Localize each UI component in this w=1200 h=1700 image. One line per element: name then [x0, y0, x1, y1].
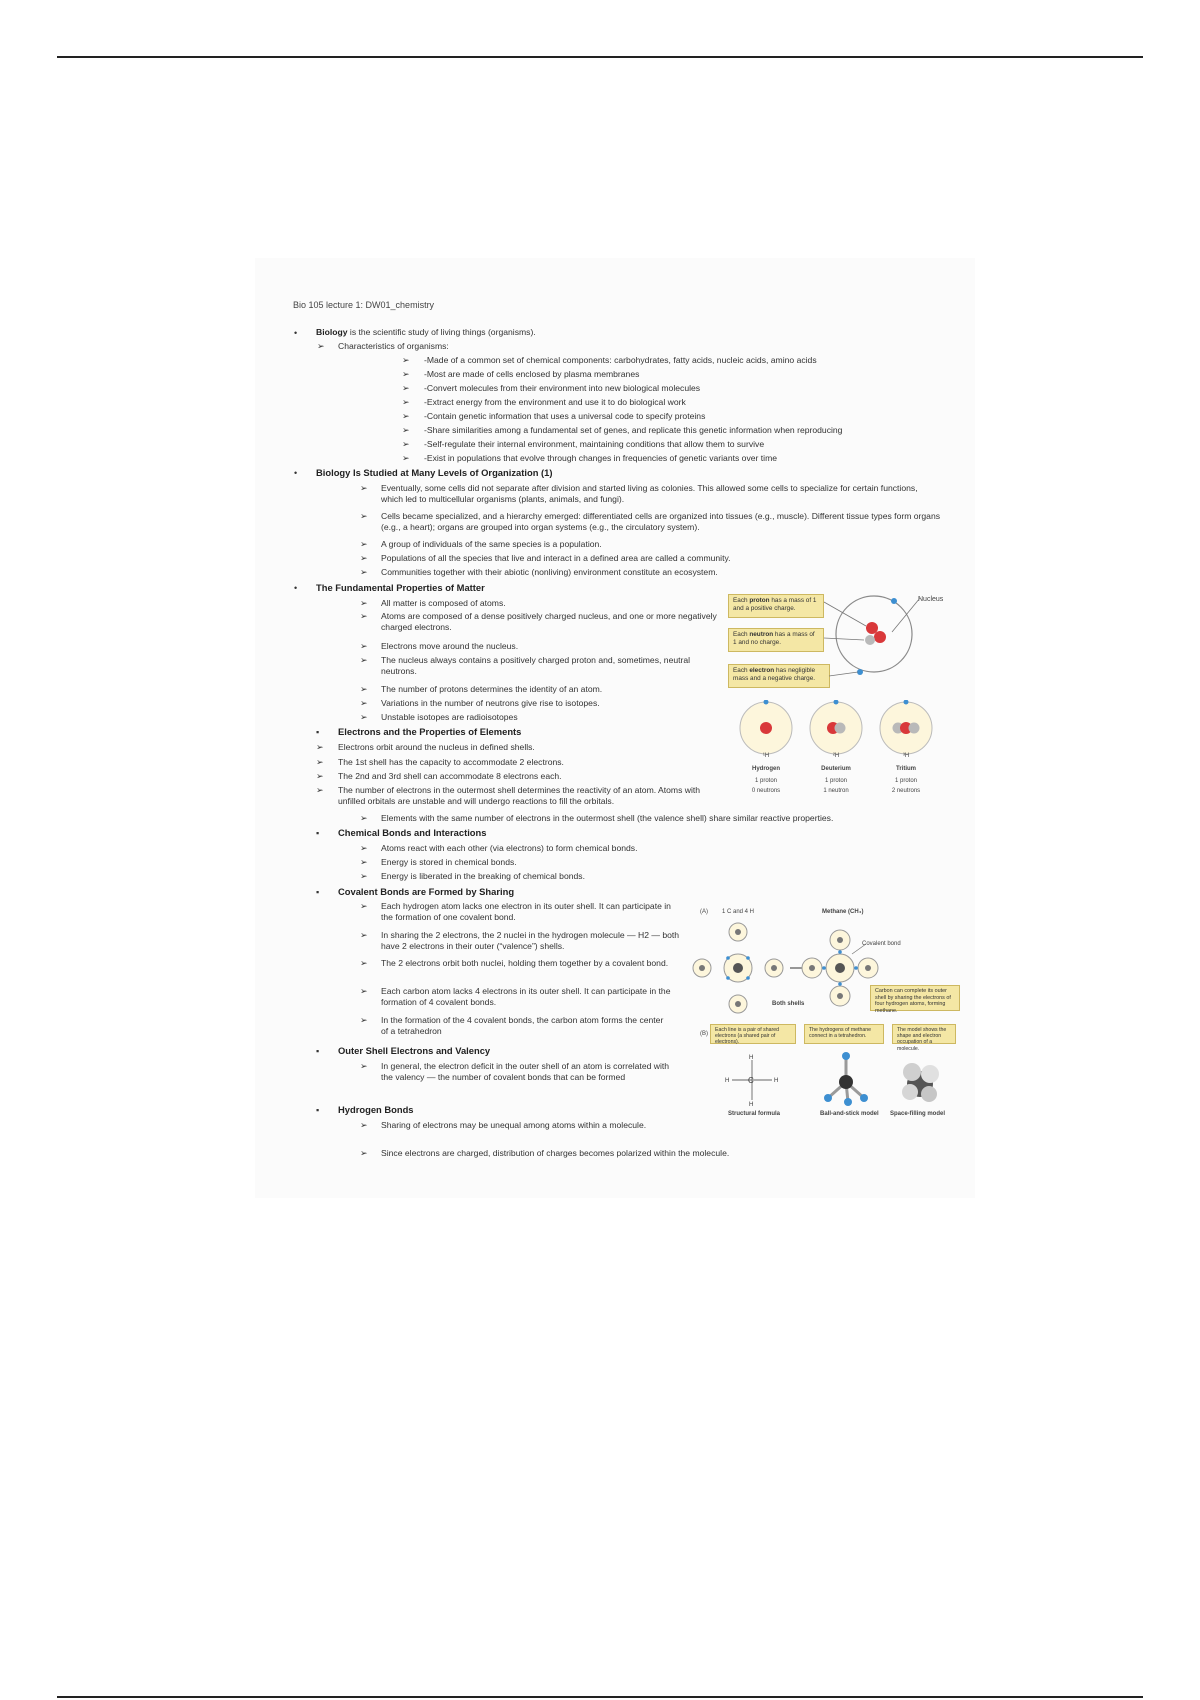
arrow-bullet: ➢ [402, 397, 410, 407]
list-item: -Self-regulate their internal environment, maintaining conditions that allow them to survive [424, 439, 765, 449]
arrow-bullet: ➢ [360, 1061, 368, 1071]
neutron [865, 635, 875, 645]
list-item: Electrons orbit around the nucleus in defined shells. [338, 742, 535, 752]
arrow-bullet: ➢ [402, 425, 410, 435]
both-shells-label: Both shells [772, 1001, 805, 1007]
list-item: A group of individuals of the same species is a population. [381, 539, 602, 549]
proton [866, 622, 878, 634]
document-title: Bio 105 lecture 1: DW01_chemistry [293, 300, 435, 310]
arrow-bullet: ➢ [360, 553, 368, 563]
left-panel-title: 1 C and 4 H [722, 909, 755, 915]
isotope-diagrams [738, 700, 948, 758]
arrow-bullet: ➢ [360, 611, 368, 621]
biology-rest: is the scientific study of living things (organisms). [347, 327, 536, 337]
list-item: -Convert molecules from their environment into new biological molecules [424, 383, 701, 393]
list-item: -Contain genetic information that uses a universal code to specify proteins [424, 411, 706, 421]
bullet-disc: • [294, 468, 298, 478]
list-item: Each hydrogen atom lacks one electron in its outer shell. It can participate in the formation of one covalent bond. [381, 901, 671, 922]
separate-atoms [693, 923, 783, 1013]
levels-heading: Biology Is Studied at Many Levels of Organization (1) [316, 467, 553, 478]
arrow-bullet: ➢ [360, 958, 368, 968]
callout-neutron: Each neutron has a mass of 1 and no charge. [728, 628, 824, 652]
list-item: -Extract energy from the environment and use it to do biological work [424, 397, 686, 407]
arrow-bullet: ➢ [402, 453, 410, 463]
electron [891, 598, 897, 604]
list-item: Since electrons are charged, distribution of charges becomes polarized within the molecule. [381, 1148, 730, 1158]
callout-structural: Each line is a pair of shared electrons (a shared pair of electrons). [710, 1024, 796, 1044]
proton [874, 631, 886, 643]
arrow-bullet: ➢ [316, 742, 324, 752]
isotope-name: Hydrogen [751, 766, 780, 772]
bullet-square: ▪ [316, 887, 320, 897]
space-filling-model [902, 1063, 939, 1102]
arrow-bullet: ➢ [360, 930, 368, 940]
list-item: -Made of a common set of chemical components: carbohydrates, fatty acids, nucleic acids, amino acids [424, 355, 817, 365]
right-panel-title: Methane (CH₄) [822, 909, 864, 915]
bonds-heading: Chemical Bonds and Interactions [338, 827, 487, 838]
valency-heading: Outer Shell Electrons and Valency [338, 1045, 491, 1056]
list-item: The 2nd and 3rd shell can accommodate 8 electrons each. [338, 771, 562, 781]
list-item: Unstable isotopes are radioisotopes [381, 712, 518, 722]
bottom-rule [57, 1696, 1143, 1698]
caption-ball-and-stick: Ball-and-stick model [820, 1111, 879, 1117]
arrow-bullet: ➢ [316, 757, 324, 767]
list-item: Sharing of electrons may be unequal among atoms within a molecule. [381, 1120, 647, 1130]
isotope-neutrons: 2 neutrons [891, 788, 921, 794]
ball-and-stick-model [824, 1052, 868, 1106]
arrow-bullet: ➢ [360, 483, 368, 493]
isotope-neutrons: 0 neutrons [751, 788, 781, 794]
isotope-protons: 1 proton [894, 778, 918, 784]
arrow-bullet: ➢ [316, 785, 324, 795]
arrow-bullet: ➢ [402, 369, 410, 379]
formula-hydrogen: H [725, 1078, 730, 1084]
list-item: -Most are made of cells enclosed by plasma membranes [424, 369, 640, 379]
list-item: In the formation of the 4 covalent bonds, the carbon atom forms the center of a tetrahedron [381, 1015, 664, 1036]
list-item: The number of electrons in the outermost shell determines the reactivity of an atom. Atoms with unfilled orbitals are unstable and will undergo reactions to fill the orbitals. [338, 785, 701, 806]
biology-term: Biology [316, 327, 348, 337]
formula-hydrogen: H [774, 1078, 779, 1084]
callout-ball: The hydrogens of methane connect in a tetrahedron. [804, 1024, 884, 1044]
arrow-bullet: ➢ [360, 813, 368, 823]
pointer-line [829, 672, 858, 676]
formula-carbon: C [748, 1076, 754, 1085]
arrow-bullet: ➢ [360, 857, 368, 867]
bullet-disc: • [294, 328, 298, 338]
isotope-name: Tritium [895, 766, 916, 772]
hydrogen-heading: Hydrogen Bonds [338, 1104, 414, 1115]
arrow-bullet: ➢ [360, 1015, 368, 1025]
callout-space: The model shows the shape and electron occupation of a molecule. [892, 1024, 956, 1044]
caption-structural: Structural formula [728, 1111, 781, 1117]
list-item: All matter is composed of atoms. [381, 598, 506, 608]
arrow-bullet: ➢ [402, 411, 410, 421]
arrow-bullet: ➢ [360, 684, 368, 694]
callout-methane: Carbon can complete its outer shell by sharing the electrons of four hydrogen atoms, forming methane. [870, 985, 960, 1011]
arrow-bullet: ➢ [317, 341, 325, 351]
panel-b-label: (B) [700, 1031, 708, 1037]
list-item: Atoms are composed of a dense positively charged nucleus, and one or more negatively charged electrons. [381, 611, 717, 632]
arrow-bullet: ➢ [360, 1120, 368, 1130]
arrow-bullet: ➢ [360, 871, 368, 881]
arrow-bullet: ➢ [360, 539, 368, 549]
list-item: Energy is stored in chemical bonds. [381, 857, 517, 867]
top-rule [57, 56, 1143, 58]
list-item: In general, the electron deficit in the outer shell of an atom is correlated with the valency — the number of covalent bonds that can be formed [381, 1061, 670, 1082]
arrow-bullet: ➢ [316, 771, 324, 781]
arrow-bullet: ➢ [402, 383, 410, 393]
bullet-square: ▪ [316, 1046, 320, 1056]
atom-diagram [824, 588, 924, 688]
covalent-heading: Covalent Bonds are Formed by Sharing [338, 886, 515, 897]
list-item: Electrons move around the nucleus. [381, 641, 519, 651]
pointer-line [824, 638, 864, 640]
arrow-bullet: ➢ [360, 641, 368, 651]
callout-electron: Each electron has negligible mass and a negative charge. [728, 664, 830, 688]
caption-space-filling: Space-filling model [890, 1111, 946, 1117]
list-item: Cells became specialized, and a hierarchy emerged: differentiated cells are organized into tissues (e.g., muscle). Different tissue types form organs (e.g., a heart); organs are grouped into organ systems (e.g., the circulatory system). [381, 511, 941, 532]
hydrogen-atom [740, 700, 792, 754]
deuterium-atom [810, 700, 862, 754]
isotope-symbol: ³H [902, 753, 910, 759]
list-item: -Share similarities among a fundamental set of genes, and replicate this genetic information when reproducing [424, 425, 843, 435]
panel-a-label: (A) [700, 909, 708, 915]
list-item: Each carbon atom lacks 4 electrons in its outer shell. It can participate in the formation of 4 covalent bonds. [381, 986, 671, 1007]
arrow-bullet: ➢ [360, 843, 368, 853]
list-item: Communities together with their abiotic (nonliving) environment constitute an ecosystem. [381, 567, 718, 577]
callout-proton: Each proton has a mass of 1 and a positive charge. [728, 594, 824, 618]
isotope-protons: 1 proton [754, 778, 778, 784]
list-item: Eventually, some cells did not separate after division and started living as colonies. This allowed some cells to specialize for certain functions, which led to multicellular organisms (plants, animals, and fungi). [381, 483, 918, 504]
electron-orbit [836, 596, 912, 672]
list-item: Populations of all the species that live and interact in a defined area are called a community. [381, 553, 731, 563]
list-item: The 2 electrons orbit both nuclei, holding them together by a covalent bond. [381, 958, 669, 968]
list-item: -Exist in populations that evolve through changes in frequencies of genetic variants over time [424, 453, 778, 463]
list-item: The number of protons determines the identity of an atom. [381, 684, 603, 694]
matter-heading: The Fundamental Properties of Matter [316, 582, 485, 593]
arrow-bullet: ➢ [360, 901, 368, 911]
isotope-neutrons: 1 neutron [823, 788, 849, 794]
list-item: The 1st shell has the capacity to accommodate 2 electrons. [338, 757, 564, 767]
isotope-protons: 1 proton [824, 778, 848, 784]
isotope-name: Deuterium [821, 766, 851, 772]
bullet-disc: • [294, 583, 298, 593]
list-item: Variations in the number of neutrons give rise to isotopes. [381, 698, 600, 708]
methane-models [724, 1052, 960, 1108]
formula-hydrogen: H [749, 1055, 754, 1061]
isotope-symbol: ¹H [762, 753, 770, 759]
list-item: The nucleus always contains a positively charged proton and, sometimes, neutral neutrons. [381, 655, 691, 676]
formula-hydrogen: H [749, 1102, 754, 1108]
electrons-heading: Electrons and the Properties of Elements [338, 726, 522, 737]
arrow-bullet: ➢ [360, 655, 368, 665]
isotope-symbol: ²H [832, 753, 840, 759]
arrow-bullet: ➢ [360, 698, 368, 708]
arrow-bullet: ➢ [360, 598, 368, 608]
nucleus-label: Nucleus [918, 596, 944, 603]
arrow-bullet: ➢ [360, 712, 368, 722]
tritium-atom [880, 700, 932, 754]
list-item: Atoms react with each other (via electrons) to form chemical bonds. [381, 843, 638, 853]
characteristics-label: Characteristics of organisms: [338, 341, 449, 351]
arrow-bullet: ➢ [360, 986, 368, 996]
covalent-bond-label: Covalent bond [862, 941, 901, 947]
pointer-line [824, 602, 866, 626]
list-item: In sharing the 2 electrons, the 2 nuclei in the hydrogen molecule — H2 — both have 2 electrons in their outer (“valence”) shells. [381, 930, 680, 951]
arrow-bullet: ➢ [402, 439, 410, 449]
list-item: Elements with the same number of electrons in the outermost shell (the valence shell) share similar reactive properties. [381, 813, 834, 823]
bullet-square: ▪ [316, 1105, 320, 1115]
arrow-bullet: ➢ [360, 567, 368, 577]
arrow-bullet: ➢ [360, 511, 368, 521]
arrow-bullet: ➢ [402, 355, 410, 365]
biology-definition [316, 327, 536, 338]
bullet-square: ▪ [316, 828, 320, 838]
list-item: Energy is liberated in the breaking of chemical bonds. [381, 871, 585, 881]
bullet-square: ▪ [316, 727, 320, 737]
arrow-bullet: ➢ [360, 1148, 368, 1158]
